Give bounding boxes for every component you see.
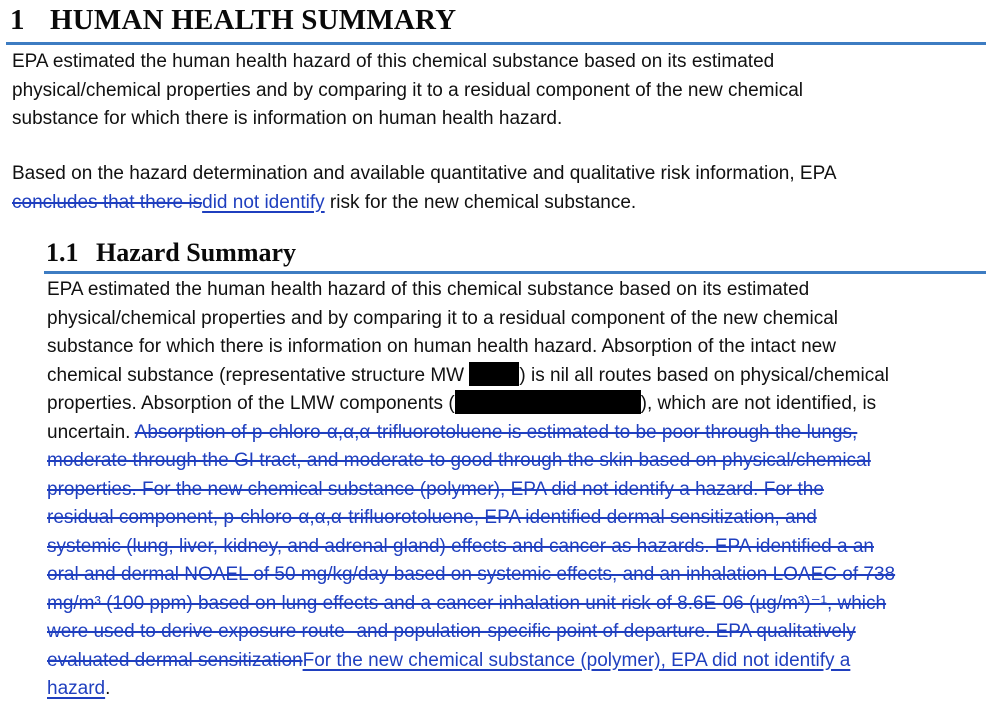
text-line: EPA estimated the human health hazard of this chemical substance based on its estimated — [47, 279, 810, 300]
deleted-line: moderate through the GI tract, and moderate to good through the skin based on physical/chemical — [47, 450, 871, 471]
deleted-line: oral and dermal NOAEL of 50 mg/kg/day based on systemic effects, and an inhalation LOAEC of 738 — [47, 564, 896, 585]
deleted-line: systemic (lung, liver, kidney, and adrenal gland) effects and cancer as hazards. EPA identified a an — [47, 535, 874, 557]
text-run: ), which are not identified, is — [640, 393, 877, 414]
text-run: uncertain. — [47, 421, 135, 443]
text-line: substance for which there is information on human health hazard. Absorption of the intact new — [47, 336, 836, 357]
text-run: risk for the new chemical substance. — [324, 191, 637, 213]
text-line — [47, 419, 895, 448]
text-line — [47, 675, 895, 704]
section-title: HUMAN HEALTH SUMMARY — [50, 4, 457, 36]
inserted-text: did not identify — [202, 191, 325, 213]
subheading-rule — [44, 271, 986, 274]
redaction-box — [469, 362, 519, 386]
text-line — [12, 189, 837, 218]
text-line — [47, 647, 895, 676]
deleted-text: Absorption of p-chloro-α,α,α-trifluorotoluene is estimated to be poor through the lungs, — [134, 421, 858, 443]
text-line: substance for which there is information on human health hazard. — [12, 108, 563, 129]
text-line: physical/chemical properties and by comparing it to a residual component of the new chemical — [12, 79, 804, 101]
subsection-number: 1.1 — [46, 238, 79, 267]
text-run: ) is nil all routes based on physical/chemical — [519, 364, 890, 386]
deleted-line: properties. For the new chemical substance (polymer), EPA did not identify a hazard. For the — [47, 478, 824, 500]
deleted-text: concludes that there is — [12, 191, 203, 213]
subsection-heading — [46, 238, 296, 268]
paragraph-risk — [12, 160, 837, 217]
text-line — [47, 390, 895, 419]
text-line: EPA estimated the human health hazard of this chemical substance based on its estimated — [12, 51, 775, 72]
paragraph-hazard-summary — [47, 276, 895, 704]
paragraph-intro — [12, 48, 803, 134]
text-line: physical/chemical properties and by comparing it to a residual component of the new chemical — [47, 307, 839, 329]
heading-rule — [6, 42, 986, 45]
text-run: . — [105, 678, 111, 699]
section-heading — [10, 4, 986, 37]
deleted-line: mg/m³ (100 ppm) based on lung effects and a cancer inhalation unit risk of 8.6E-06 (µg/m³)⁻¹, which — [47, 592, 887, 614]
deleted-line: residual component, p-chloro-α,α,α-trifluorotoluene, EPA identified dermal sensitization, and — [47, 507, 817, 528]
section-number: 1 — [10, 4, 25, 36]
text-run: properties. Absorption of the LMW components ( — [47, 393, 455, 414]
text-run: chemical substance (representative structure MW — [47, 364, 470, 386]
text-line — [47, 362, 895, 391]
inserted-text: For the new chemical substance (polymer), EPA did not identify a — [302, 649, 851, 671]
subsection-title: Hazard Summary — [96, 238, 297, 267]
inserted-text: hazard — [47, 678, 106, 699]
text-line: Based on the hazard determination and available quantitative and qualitative risk information, EPA — [12, 163, 837, 184]
deleted-line: were used to derive exposure route- and population-specific point of departure. EPA qualitatively — [47, 621, 856, 642]
deleted-text: evaluated dermal sensitization — [47, 649, 303, 671]
redaction-box — [455, 390, 641, 414]
